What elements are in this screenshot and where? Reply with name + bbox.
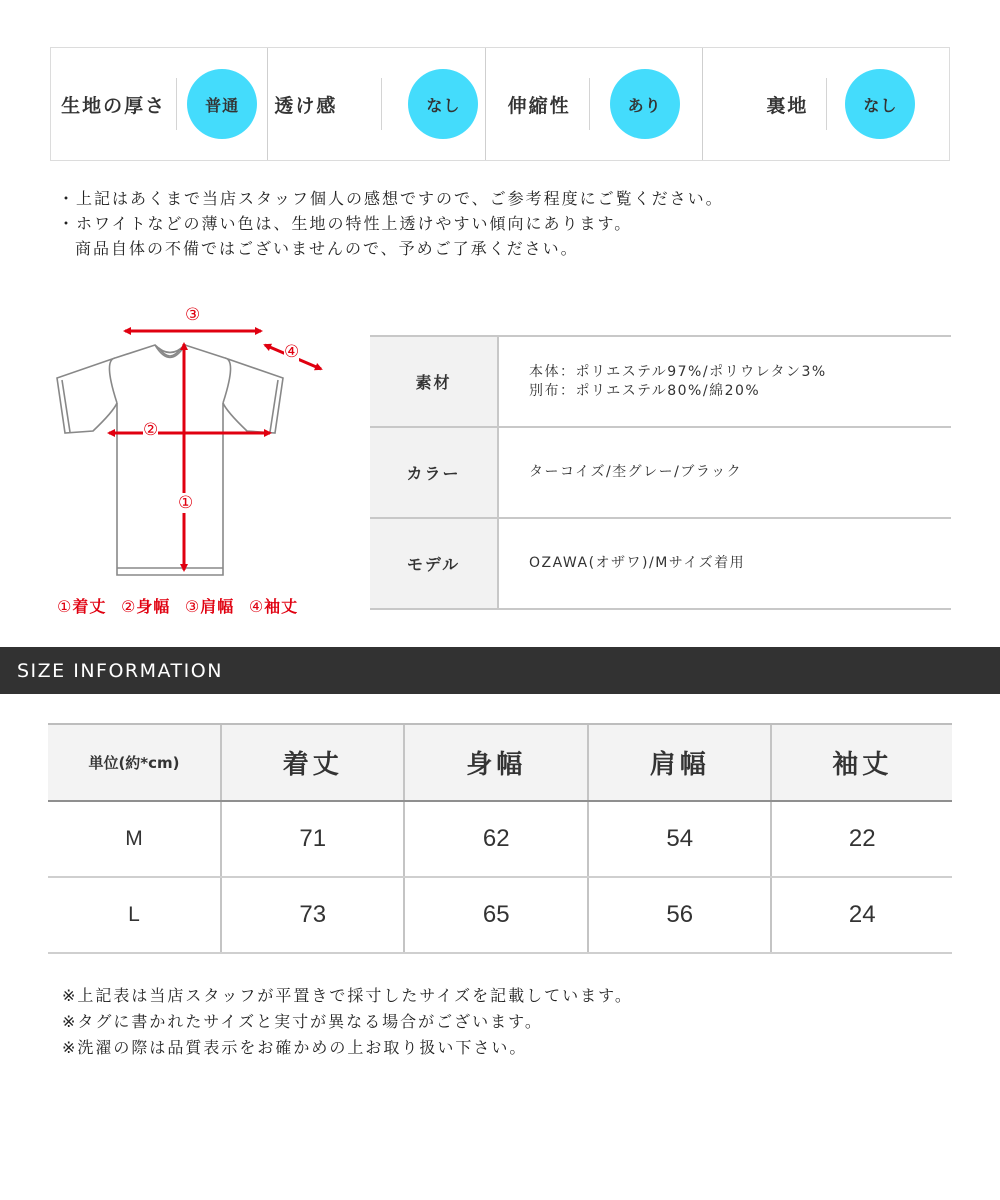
size-value: 56 — [588, 877, 771, 953]
fabric-attributes — [50, 47, 950, 161]
size-footnotes — [62, 983, 633, 1061]
attribute-label: 伸縮性 — [507, 94, 571, 117]
spec-row-color — [370, 427, 951, 518]
size-label: M — [48, 801, 221, 877]
spec-value-line: 別布：ポリエステル80%/綿20% — [529, 382, 761, 399]
table-row — [48, 801, 952, 877]
size-information-header: SIZE INFORMATION — [0, 647, 1000, 694]
note-line: ・ホワイトなどの薄い色は、生地の特性上透けやすい傾向にあります。 — [58, 214, 633, 233]
spec-value — [498, 427, 951, 518]
spec-row-model — [370, 518, 951, 609]
measurement-diagram — [55, 300, 345, 620]
spec-key: モデル — [370, 518, 498, 609]
product-spec-table — [370, 335, 951, 610]
spec-key: カラー — [370, 427, 498, 518]
size-table — [48, 723, 952, 954]
attribute-value-badge: なし — [408, 69, 478, 139]
footnote-line: ※上記表は当店スタッフが平置きで採寸したサイズを記載しています。 — [62, 986, 633, 1005]
disclaimer-notes — [58, 186, 724, 261]
size-value: 73 — [221, 877, 404, 953]
measurement-legend — [57, 594, 306, 617]
spec-value — [498, 518, 951, 609]
attribute-label: 裏地 — [766, 94, 809, 117]
column-header-unit: 単位(約*cm) — [48, 724, 221, 801]
marker-1: ① — [178, 493, 194, 513]
spec-row-material — [370, 336, 951, 427]
size-value: 71 — [221, 801, 404, 877]
note-line: 商品自体の不備ではございませんので、予めご了承ください。 — [75, 239, 579, 258]
column-header-shoulder-width: 肩幅 — [588, 724, 771, 801]
legend-item: ②身幅 — [120, 597, 171, 616]
spec-value-line: 本体：ポリエステル97%/ポリウレタン3% — [529, 363, 827, 380]
attribute-label: 生地の厚さ — [61, 94, 167, 117]
spec-key: 素材 — [370, 336, 498, 427]
column-header-sleeve-length: 袖丈 — [771, 724, 952, 801]
marker-3: ③ — [185, 305, 201, 325]
spec-value-line: OZAWA(オザワ)/Mサイズ着用 — [529, 555, 746, 571]
attribute-stretch — [486, 48, 703, 160]
spec-value — [498, 336, 951, 427]
size-value: 54 — [588, 801, 771, 877]
footnote-line: ※タグに書かれたサイズと実寸が異なる場合がございます。 — [62, 1012, 543, 1031]
footnote-line: ※洗濯の際は品質表示をお確かめの上お取り扱い下さい。 — [62, 1038, 528, 1057]
size-value: 65 — [404, 877, 587, 953]
divider — [589, 78, 590, 130]
legend-item: ④袖丈 — [248, 597, 299, 616]
attribute-label: 透け感 — [274, 94, 338, 117]
column-header-length: 着丈 — [221, 724, 404, 801]
marker-4: ④ — [284, 342, 300, 362]
size-label: L — [48, 877, 221, 953]
attribute-lining — [703, 48, 949, 160]
size-table-header-row — [48, 724, 952, 801]
size-value: 24 — [771, 877, 952, 953]
attribute-value-badge: 普通 — [187, 69, 257, 139]
divider — [176, 78, 177, 130]
attribute-transparency — [268, 48, 485, 160]
legend-item: ①着丈 — [57, 597, 107, 616]
table-row — [48, 877, 952, 953]
legend-item: ③肩幅 — [184, 597, 235, 616]
attribute-value-badge: あり — [610, 69, 680, 139]
column-header-body-width: 身幅 — [404, 724, 587, 801]
attribute-value-badge: なし — [845, 69, 915, 139]
size-value: 22 — [771, 801, 952, 877]
spec-value-line: ターコイズ/杢グレー/ブラック — [529, 464, 743, 480]
marker-2: ② — [143, 420, 159, 440]
divider — [826, 78, 827, 130]
divider — [381, 78, 382, 130]
note-line: ・上記はあくまで当店スタッフ個人の感想ですので、ご参考程度にご覧ください。 — [58, 189, 724, 208]
size-value: 62 — [404, 801, 587, 877]
tshirt-outline-icon — [55, 300, 345, 590]
attribute-thickness — [51, 48, 268, 160]
